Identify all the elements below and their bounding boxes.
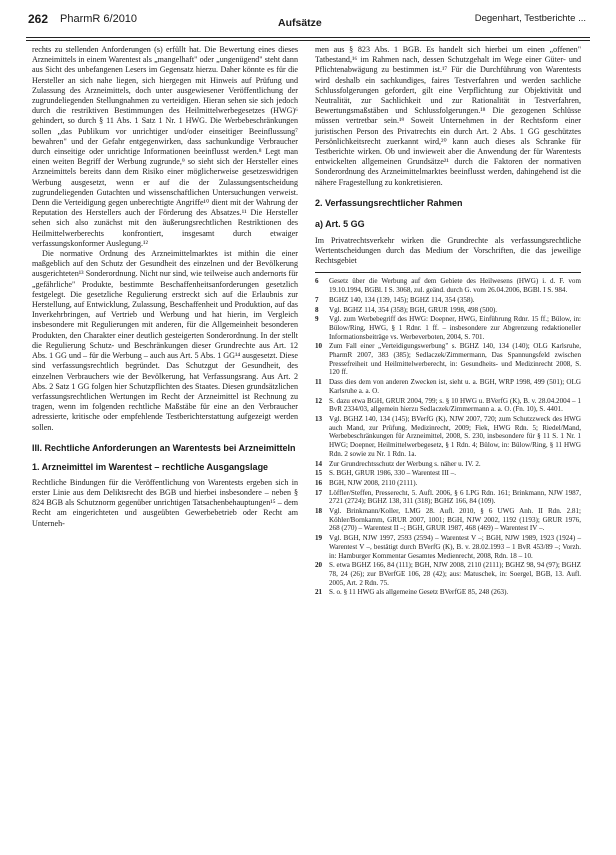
- footnote-text: Vgl. Brinkmann/Koller, LMG 28. Aufl. 2010, § 6 UWG Anh. II Rdn. 2.81; Köhler/Bornkamm, GRUR 2007, 1001; BGH, NJW 2002, 1192 (1193); GRUR 1976, 268 (270) – Warentest II –; BGH, GRUR 1987, 468 (469) – Warentest IV –.: [329, 507, 581, 533]
- footnote: [315, 342, 581, 377]
- footnote: [315, 460, 581, 469]
- body-paragraph: Im Privatrechtsverkehr wirken die Grundrechte als verfassungsrechtliche Wertentscheidungen durch das Medium der Vorschriften, die das jeweilige Rechtsgebiet: [315, 235, 581, 266]
- body-paragraph: rechts zu stellenden Anforderungen (s) erfüllt hat. Die Bewertung eines dieses Arzneimittels in einem Warentest als „mangelhaft" oder „ungenügend" steht dann aus Sicht des unbefangenen Lesers im Gegensatz hierzu. Daher könnte es für die Hersteller an sich nahe liegen, sich hiergegen mit Hinweis auf Prüfung und Zulassung des Arzneimittels, doch unter ausgewiesener Veröffentlichung der zugrundeliegenden Stellungnahmen zu verteidigen. Hieran sehen sie sich jedoch durch die restriktiven Bestimmungen des Heilmittelwerbegesetzes (HWG)⁶ gehindert, so durch § 11 Abs. 1 Satz 1 Nr. 1 HWG. Die Werbebeschränkungen sollen „das Publikum vor unrichtiger und/oder einseitiger Beeinflussung⁷ bewahren" und der Gefahr entgegenwirken, dass sachunkundige Verbraucher durch einseitige oder unrichtige Informationen beeinflusst werden.⁸ Legt man einen weiten Begriff der Werbung zugrunde,⁹ so sieht sich der Hersteller eines Arzneimittels bereits dann dem Risiko einer möglicherweise gesetzeswidrigen Werbung ausgesetzt, wenn er auf die der Zulassungsentscheidung zugrundeliegenden Gutachten und wissenschaftlichen Untersuchungen verweist. Denn die Verteidigung gegen unberechtigte Angriffe¹⁰ dient mit der Wahrung der Reputation des Herstellers auch der Förderung des Absatzes.¹¹ Die Hersteller sehen sich also zunächst mit den äußerungsrechtlichen Restriktionen des Heilmittelwerberechts konfrontiert, insgesamt durch etwaiger verfassungskonformer Auslegung.¹²: [32, 45, 298, 248]
- section-heading: III. Rechtliche Anforderungen an Warentests bei Arzneimitteln: [32, 442, 296, 453]
- journal-name: PharmR 6/2010: [60, 13, 138, 25]
- footnote-text: Vgl. BGH, NJW 1997, 2593 (2594) – Warentest V –; BGH, NJW 1989, 1923 (1924) – Warentest V –, bestätigt durch BVerfG (K), B. v. 28.02.1993 – 1 BvR 453/89 –; Vorzh. in: Hamburger Kommentar Gesamtes Medienrecht, 2008, Rdn. 18 – 10.: [329, 534, 581, 560]
- footnote-number: 6: [315, 277, 319, 286]
- footnote-number: 11: [315, 378, 322, 387]
- footnote-text: Vgl. zum Werbebegriff des HWG: Doepner, HWG, Einführung Rdnr. 15 ff.; Bülow, in: Bülow/Ring, HWG, § 1 Rdnr. 1 ff. – insbesondere zur Abgrenzung redaktioneller Informationsbeiträge vs. Werbeverboten, 2004, S. 701.: [329, 315, 581, 341]
- footnote: [315, 489, 581, 506]
- page-header: [26, 8, 590, 38]
- footnote-text: S. o. § 11 HWG als allgemeine Gesetz BVerfGE 85, 248 (263).: [329, 588, 509, 597]
- subsection-heading: a) Art. 5 GG: [315, 218, 365, 229]
- footnote: [315, 507, 581, 533]
- running-author: Degenhart, Testberichte ...: [474, 13, 586, 24]
- footnote: [315, 415, 581, 459]
- section-title: Aufsätze: [278, 17, 322, 29]
- footnote-number: 17: [315, 488, 323, 497]
- body-paragraph: Rechtliche Bindungen für die Veröffentlichung von Warentests ergeben sich in erster Linie aus dem Deliktsrecht des BGB und hierbei insbesondere – neben § 824 BGB als Schutznorm gegenüber unrichtigen Tatsachenbehauptungen¹⁵ – dem Recht am eingerichteten und ausgeübten Gewerbebetrieb oder Recht am Unterneh-: [32, 477, 298, 528]
- footnote: [315, 306, 581, 315]
- body-paragraph: Die normative Ordnung des Arzneimittelmarktes ist mithin die einer maßgeblich auf den Schutz der Gesundheit des einzelnen und der Bevölkerung ausgerichteten¹³ Sonderordnung. Nicht nur sind, wie teilweise auch andernorts für „gefährliche" Produkte, bestimmte Beschaffenheitsanforderungen gesetzlich festgelegt. Die gesetzliche Regulierung erstreckt sich auf die Erlaubnis zur Herstellung, auf Entwicklung, Zulassung, Beschaffenheit und Produktion, auf das Inverkehrbringen, auf Vertrieb und Werbung und hat hierin, im Vergleich insbesondere mit Regulierungen mit anderen, für die Allgemeinheit besonderen Produkten, den Charakter einer deutlich gesteigerten Sonderordnung. In der stellt die Regulierung Schutz- und Beschränkungen dieser Grundrechte aus Art. 12 Abs. 1 GG und – für die Werbung – auch aus Art. 5 Abs. 1 GG¹⁴ ausgesetzt. Diese sind verfassungsrechtlich begründet. Das Schutzgut der Gesundheit, des einzelnen Verbrauchers wie der Bevölkerung, hat Verfassungsrang. Aus Art. 2 Abs. 2 Satz 1 GG folgen hier Schutzpflichten des Staates. Diesen grundsätzlichen verfassungsrechtlichen Wertungen im Recht der Arzneimittel ist Rechnung zu tragen, wenn im folgenden rechtliche Maßstäbe für eine an den Verbraucher adressierte, kritische oder empfehlende Testberichterstattung aufgezeigt werden sollen.: [32, 249, 298, 432]
- footnote-number: 8: [315, 305, 319, 314]
- footnote-text: BGHZ 140, 134 (139, 145); BGHZ 114, 354 (358).: [329, 295, 475, 304]
- footnote-number: 9: [315, 315, 319, 324]
- footnote: [315, 378, 581, 395]
- footnote-number: 21: [315, 588, 323, 597]
- footnote-text: Zur Grundrechtsschutz der Werbung s. näher u. IV. 2.: [329, 459, 481, 468]
- footnote: [315, 469, 581, 478]
- footnote: [315, 479, 581, 488]
- footnote: [315, 561, 581, 587]
- footnote-number: 14: [315, 459, 323, 468]
- footnote-text: S. BGH, GRUR 1986, 330 – Warentest III –.: [329, 469, 456, 478]
- footnote-text: Gesetz über die Werbung auf dem Gebiete des Heilwesens (HWG) i. d. F. vom 19.10.1994, BGBl. I S. 3068, zul. geänd. durch G. vom 26.04.2006, BGBl. I S. 984.: [329, 277, 581, 295]
- footnote-text: Vgl. BGHZ 114, 354 (358); BGH, GRUR 1998, 498 (500).: [329, 305, 498, 314]
- section-heading: 2. Verfassungsrechtlicher Rahmen: [315, 197, 463, 208]
- footnote-text: S. dazu etwa BGH, GRUR 2004, 799; s. § 10 HWG u. BVerfG (K), B. v. 28.04.2004 – 1 BvR 2334/03, allgemein hierzu Sedlaczek/Zimmermann a. a. O. (Fn. 10), S. 4401.: [329, 396, 581, 414]
- footnote-text: BGH, NJW 2008, 2110 (2111).: [329, 478, 418, 487]
- footnotes: [315, 277, 581, 597]
- footnote: [315, 397, 581, 414]
- footnote-text: Vgl. BGHZ 140, 134 (145); BVerfG (K), NJW 2007, 720; zum Schutzzweck des HWG auch Mand, zur Prüfung, Medizinrecht, 2009; Fiek, HWG Rdn. 5; Riedel/Mand, Werbebeschränkungen für Arzneimittel, 2008, S. 230, insbesondere für § 11 S. 1 Nr. 1 HWG; Doepner, Heilmittelwerbegesetz, § 1 Rdn. 4; Bülow, in: Bülow/Ring, § 11 HWG Rdn. 2 sowie zu Nr. 1 Rdn. 1a.: [329, 415, 581, 458]
- header-rule: [26, 37, 590, 38]
- footnote: [315, 296, 581, 305]
- right-column: [315, 45, 581, 598]
- page-number: 262: [28, 12, 49, 26]
- footnote-number: 12: [315, 396, 323, 405]
- footnote: [315, 315, 581, 341]
- header-rule-secondary: [26, 40, 590, 41]
- footnote-number: 18: [315, 507, 323, 516]
- footnote-number: 19: [315, 534, 323, 543]
- footnote-text: S. etwa BGHZ 166, 84 (111); BGH, NJW 2008, 2110 (2111); BGHZ 98, 94 (97); BGHZ 78, 24 (26); zur BVerfGE 106, 28 (42); aus: Matuschek, in: Soergel, BGB, 13. Aufl. 2005, Art. 2 Rdn. 75.: [329, 561, 581, 587]
- footnote-text: Löffler/Steffen, Presserecht, 5. Aufl. 2006, § 6 LPG Rdn. 161; Brinkmann, NJW 1987, 2721 (2724); BGHZ 138, 311 (318); BGHZ 166, 84 (109).: [329, 488, 581, 506]
- footnote: [315, 588, 581, 597]
- footnote-number: 10: [315, 342, 323, 351]
- footnote-number: 16: [315, 478, 323, 487]
- footnote: [315, 534, 581, 560]
- footnote-text: Zum Fall einer „Verteidigungswerbung" s. BGHZ 140, 134 (140); OLG Karlsruhe, PharmR 2007, 383 (385); Sedlaczek/Zimmermann, Das Spannungsfeld zwischen Pressefreiheit und Heilmittelwerberecht, in: Gesundheits- und Medizinrecht 2008, S. 120 ff.: [329, 342, 581, 377]
- footnote-text: Dass dies dem von anderen Zwecken ist, sieht u. a. BGH, WRP 1998, 499 (501); OLG Karlsruhe a. a. O.: [329, 378, 581, 395]
- footnote-number: 13: [315, 415, 323, 423]
- body-paragraph: men aus § 823 Abs. 1 BGB. Es handelt sich hierbei um einen „offenen" Tatbestand,¹⁶ im Rahmen nach, dessen Schutzgehalt im Wege einer Güter- und Pflichtenabwägung zu bestimmen ist.¹⁷ Für die Durchführung von Warentests wird deshalb ein sachkundiges, faires Testverfahren und werden sachliche Schlussfolgerungen gefordert, gilt eine Verpflichtung zur Objektivität und Neutralität, zur Sachlichkeit und zur Rationalität in Testverfahren, Bewertungsmaßstäben und Schlussfolgerungen.¹⁸ Die gezogenen Schlüsse müssen vertretbar sein.¹⁹ Soweit Unternehmen in der Rechtsform einer juristischen Person des Privatrechts ein durch Art. 2 Abs. 1 GG geschütztes Persönlichkeitsrecht zuerkannt wird,²⁰ kann auch dieses als Schranke für Testberichte wirken. Ob und inwieweit aber die Anwendung der für Warentests entwickelten allgemeinen Grundsätze²¹ durch die Faktoren der normativen Sonderordnung des Arzneimittelmarktes beeinflusst werden, dahingehend ist die nähere Fragestellung zu konkretisieren.: [315, 45, 581, 187]
- footnote-number: 20: [315, 561, 323, 570]
- footnote-divider: [315, 272, 581, 273]
- left-column: [32, 45, 298, 529]
- footnote-number: 7: [315, 295, 319, 304]
- footnote: [315, 277, 581, 294]
- subsection-heading: 1. Arzneimittel im Warentest – rechtliche Ausgangslage: [32, 461, 269, 472]
- footnote-number: 15: [315, 469, 323, 478]
